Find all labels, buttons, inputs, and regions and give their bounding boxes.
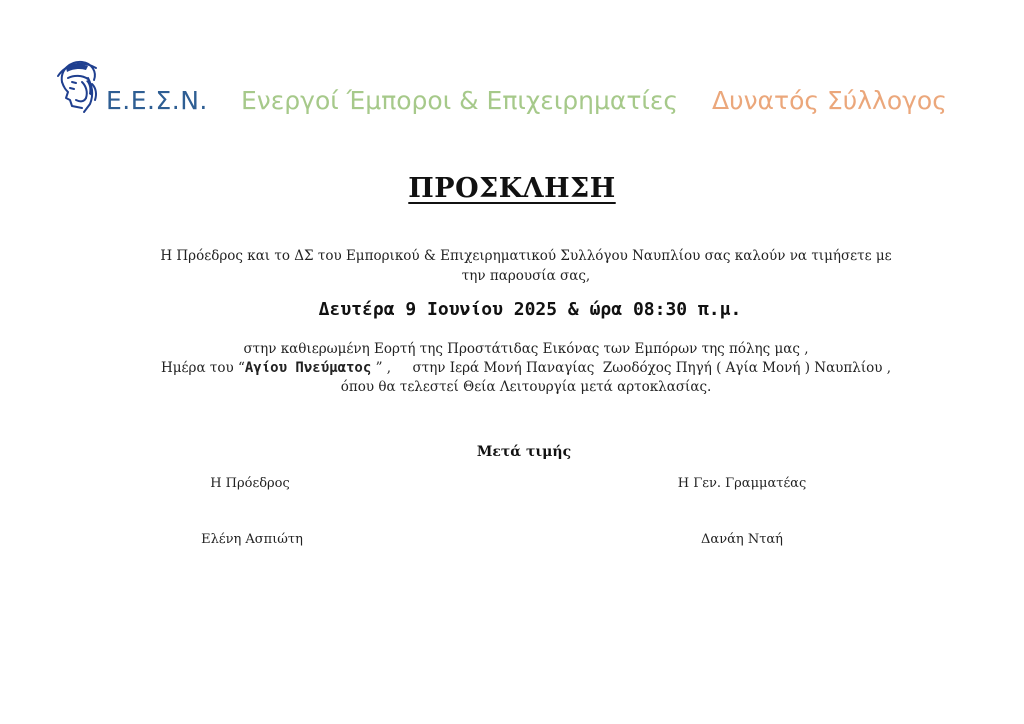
intro-line: την παρουσία σας,: [461, 268, 591, 284]
goddess-head-logo-icon: [52, 58, 100, 114]
details-line: στην καθιερωμένη Εορτή της Προστάτιδας Εικόνας των Εμπόρων της πόλης μας ,: [243, 341, 809, 357]
details-text: Ημέρα του “: [160, 360, 245, 376]
event-date: Δευτέρα 9 Ιουνίου 2025 & ώρα 08:30 π.μ.: [318, 299, 742, 320]
secretary-role: Η Γεν. Γραμματέας: [677, 476, 807, 491]
closing-salutation: Μετά τιμής: [476, 444, 572, 460]
details-text: ” , στην Ιερά Μονή Παναγίας Ζωοδόχος Πηγή ( Αγία Μονή ) Ναυπλίου ,: [371, 360, 892, 376]
details-line: όπου θα τελεστεί Θεία Λειτουργία μετά αρτοκλασίας.: [340, 379, 712, 395]
details-line: [60, 359, 992, 378]
president-role: Η Πρόεδρος: [210, 476, 290, 491]
association-abbreviation: Ε.Ε.Σ.Ν.: [106, 86, 208, 115]
president-name: Ελένη Ασπιώτη: [201, 532, 303, 547]
letterhead: [52, 58, 972, 122]
association-name: Ενεργοί Έμποροι & Επιχειρηματίες: [241, 86, 679, 115]
intro-paragraph: [80, 246, 972, 286]
association-status: Δυνατός Σύλλογος: [712, 86, 947, 115]
intro-line: Η Πρόεδρος και το ΔΣ του Εμπορικού & Επιχειρηματικού Συλλόγου Ναυπλίου σας καλούν να τιμήσετε με: [160, 248, 892, 264]
feast-name: Αγίου Πνεύματος: [244, 360, 372, 376]
event-details: [60, 340, 992, 397]
document-title: ΠΡΟΣΚΛΗΣΗ: [408, 173, 616, 204]
secretary-name: Δανάη Νταή: [701, 532, 783, 547]
